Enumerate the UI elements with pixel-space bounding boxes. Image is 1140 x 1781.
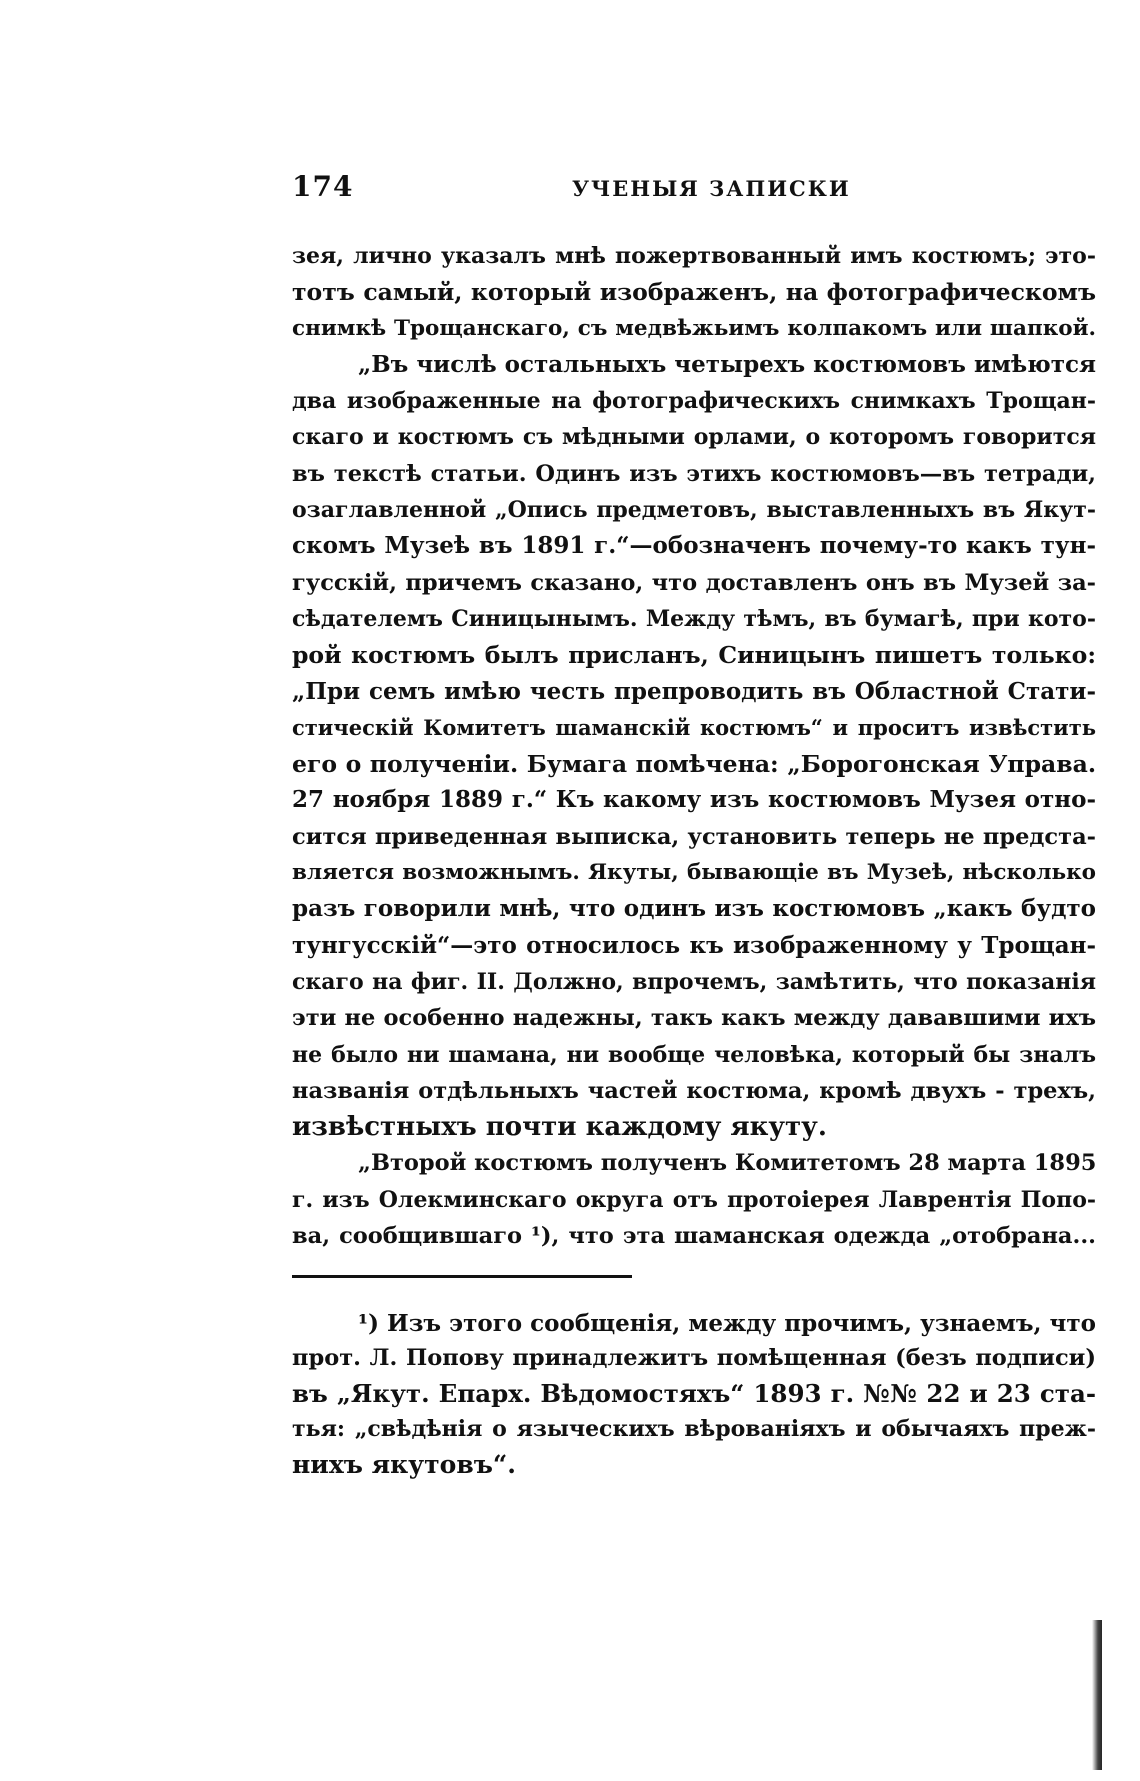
footnote-divider xyxy=(292,1275,632,1278)
text-line: озаглавленной „Опись предметовъ, выставленныхъ въ Якут- xyxy=(292,497,1096,524)
text-line: скомъ Музеѣ въ 1891 г.“—обозначенъ почему-то какъ тун- xyxy=(292,532,1096,560)
footnote-line: нихъ якутовъ“. xyxy=(292,1449,516,1479)
text-line: названія отдѣльныхъ частей костюма, кромѣ двухъ - трехъ, xyxy=(292,1077,1096,1104)
text-line: „Въ числѣ остальныхъ четырехъ костюмовъ имѣются xyxy=(358,350,1096,378)
text-line: извѣстныхъ почти каждому якуту. xyxy=(292,1112,827,1143)
text-line: эти не особенно надежны, такъ какъ между дававшими ихъ xyxy=(292,1005,1096,1032)
text-line: тунгусскій“—это относилось къ изображенному у Трощан- xyxy=(292,931,1096,959)
page-number: 174 xyxy=(292,170,354,203)
text-line: два изображенные на фотографическихъ снимкахъ Трощан- xyxy=(292,388,1096,415)
text-line: тотъ самый, который изображенъ, на фотографическомъ xyxy=(292,278,1096,307)
footnote xyxy=(292,1306,1096,1482)
text-line: разъ говорили мнѣ, что одинъ изъ костюмовъ „какъ будто xyxy=(292,895,1096,923)
text-line: сится приведенная выписка, установить теперь не предста- xyxy=(292,823,1096,850)
text-line: 27 ноября 1889 г.“ Къ какому изъ костюмовъ Музея отно- xyxy=(292,786,1096,814)
footnote-line: въ „Якут. Епарх. Вѣдомостяхъ“ 1893 г. №№ 22 и 23 ста- xyxy=(292,1379,1096,1409)
text-line: снимкѣ Трощанскаго, съ медвѣжьимъ колпакомъ или шапкой. xyxy=(292,315,1096,341)
text-line: его о полученіи. Бумага помѣчена: „Борогонская Управа. xyxy=(292,750,1096,779)
text-line: зея, лично указалъ мнѣ пожертвованный имъ костюмъ; это- xyxy=(292,243,1096,269)
running-head: УЧЕНЫЯ ЗАПИСКИ xyxy=(572,176,851,201)
main-text xyxy=(292,238,1096,1254)
text-line: сѣдателемъ Синицынымъ. Между тѣмъ, въ бумагѣ, при кото- xyxy=(292,605,1096,632)
text-line: въ текстѣ статьи. Одинъ изъ этихъ костюмовъ—въ тетради, xyxy=(292,460,1096,487)
text-line: „Второй костюмъ полученъ Комитетомъ 28 марта 1895 xyxy=(358,1150,1097,1177)
text-line: вляется возможнымъ. Якуты, бывающіе въ Музеѣ, нѣсколько xyxy=(292,860,1096,886)
page-edge-shadow xyxy=(1092,1620,1102,1770)
text-line: стическій Комитетъ шаманскій костюмъ“ и проситъ извѣстить xyxy=(292,714,1096,740)
text-line: рой костюмъ былъ присланъ, Синицынъ пишетъ только: xyxy=(292,641,1096,670)
footnote-line: тья: „свѣдѣнія о языческихъ вѣрованіяхъ и обычаяхъ преж- xyxy=(292,1415,1096,1442)
text-line: г. изъ Олекминскаго округа отъ протоіерея Лаврентія Попо- xyxy=(292,1186,1096,1213)
page-header xyxy=(292,170,1096,210)
text-line: ва, сообщившаго ¹), что эта шаманская одежда „отобрана... xyxy=(292,1223,1096,1250)
footnote-line: прот. Л. Попову принадлежитъ помѣщенная (безъ подписи) xyxy=(292,1345,1096,1372)
text-line: скаго и костюмъ съ мѣдными орлами, о которомъ говорится xyxy=(292,424,1096,451)
text-line: гусскій, причемъ сказано, что доставленъ онъ въ Музей за- xyxy=(292,569,1096,596)
text-line: не было ни шамана, ни вообще человѣка, который бы зналъ xyxy=(292,1041,1096,1068)
text-line: скаго на фиг. II. Должно, впрочемъ, замѣтить, что показанія xyxy=(292,968,1096,995)
text-line: „При семъ имѣю честь препроводить въ Областной Стати- xyxy=(292,677,1096,705)
footnote-line: ¹) Изъ этого сообщенія, между прочимъ, узнаемъ, что xyxy=(358,1310,1096,1337)
